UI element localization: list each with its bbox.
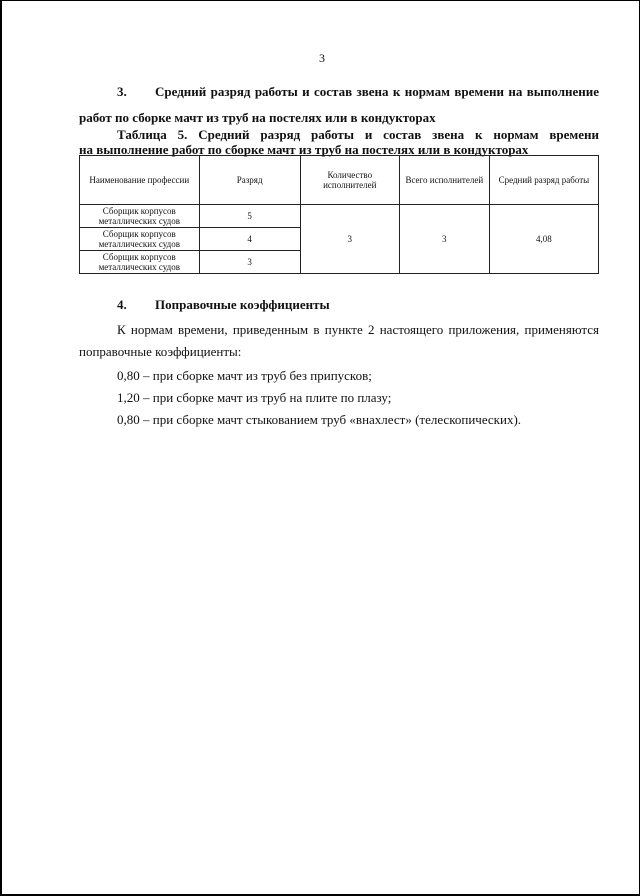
section-4-number: 4. (117, 297, 127, 312)
section-3-number: 3. (117, 84, 127, 99)
table-caption-line-1: Таблица 5. Средний разряд работы и состав звена к нормам времени (117, 127, 599, 142)
cell-profession: Сборщик корпусов металлических судов (80, 205, 200, 228)
section-4-title: Поправочные коэффициенты (155, 297, 330, 312)
header-profession: Наименование профессии (80, 156, 200, 205)
header-total-workers: Всего исполнителей (399, 156, 489, 205)
intro-line-2: поправочные коэффициенты: (79, 344, 242, 359)
header-workers-count: Количество исполнителей (300, 156, 399, 205)
cell-average-grade: 4,08 (489, 205, 598, 274)
cell-profession: Сборщик корпусов металлических судов (80, 228, 200, 251)
cell-workers-count: 3 (300, 205, 399, 274)
intro-line-1: К нормам времени, приведенным в пункте 2 настоящего приложения, применяются (117, 322, 599, 337)
cell-total-workers: 3 (399, 205, 489, 274)
header-average-grade: Средний разряд работы (489, 156, 598, 205)
page-number: 3 (319, 51, 325, 65)
table-caption-line-2: на выполнение работ по сборке мачт из труб на постелях или в кондукторах (79, 142, 529, 157)
table-header-row (80, 156, 599, 205)
coefficient-item: 0,80 – при сборке мачт стыкованием труб «внахлест» (телескопических). (117, 412, 522, 427)
table-5-caption (79, 127, 599, 157)
coefficient-item: 0,80 – при сборке мачт из труб без припусков; (117, 368, 372, 383)
section-3-heading (79, 79, 599, 131)
table-row (80, 205, 599, 228)
header-grade: Разряд (199, 156, 300, 205)
coefficient-item: 1,20 – при сборке мачт из труб на плите по плазу; (117, 390, 392, 405)
section-3-title-text: Средний разряд работы и состав звена к нормам времени на выполнение (155, 84, 599, 99)
section-3-title-line-2: работ по сборке мачт из труб на постелях или в кондукторах (79, 110, 436, 125)
section-4-heading (117, 297, 330, 313)
crew-composition-table (79, 155, 599, 274)
cell-grade: 5 (199, 205, 300, 228)
cell-profession: Сборщик корпусов металлических судов (80, 251, 200, 274)
section-3-title-line-1 (79, 79, 599, 105)
cell-grade: 4 (199, 228, 300, 251)
section-4-intro (79, 319, 599, 363)
cell-grade: 3 (199, 251, 300, 274)
